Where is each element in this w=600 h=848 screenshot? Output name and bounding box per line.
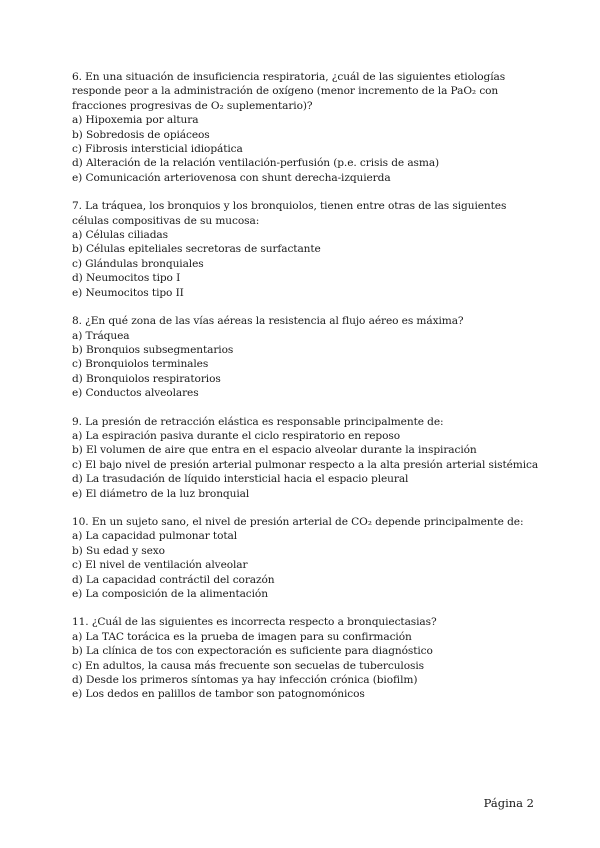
option-list: [72, 113, 532, 185]
option-c: c) Fibrosis intersticial idiopática: [72, 143, 243, 156]
page-number: Página 2: [483, 796, 534, 810]
option-d: d) Bronquiolos respiratorios: [72, 372, 221, 385]
option-a: a) Células ciliadas: [72, 229, 168, 242]
option-d: d) La trasudación de líquido intersticial hacia el espacio pleural: [72, 473, 409, 486]
question-6: [72, 70, 532, 185]
option-b: b) Sobredosis de opiáceos: [72, 128, 210, 141]
question-stem: 6. En una situación de insuficiencia respiratoria, ¿cuál de las siguientes etiologías responde peor a la administración de oxígeno (menor incremento de la PaO₂ con fracciones progresivas de O₂ suplementario)?: [72, 71, 506, 112]
option-c: c) El bajo nivel de presión arterial pulmonar respecto a la alta presión arterial sistémica: [72, 458, 539, 471]
option-d: d) Neumocitos tipo I: [72, 272, 181, 285]
option-e: e) La composición de la alimentación: [72, 588, 268, 600]
question-stem: 11. ¿Cuál de las siguientes es incorrecta respecto a bronquiectasias?: [72, 616, 437, 629]
option-b: b) Células epiteliales secretoras de surfactante: [72, 243, 321, 256]
option-b: b) Su edad y sexo: [72, 544, 165, 557]
option-e: e) Neumocitos tipo II: [72, 286, 184, 299]
option-c: c) Glándulas bronquiales: [72, 257, 204, 270]
option-e: e) Los dedos en palillos de tambor son patognomónicos: [72, 688, 365, 701]
option-d: d) Alteración de la relación ventilación-perfusión (p.e. crisis de asma): [72, 157, 440, 170]
question-list: [72, 70, 539, 716]
question-9: [72, 415, 539, 501]
option-e: e) Comunicación arteriovenosa con shunt derecha-izquierda: [72, 171, 391, 184]
option-list: [72, 630, 532, 702]
option-c: c) El nivel de ventilación alveolar: [72, 559, 248, 572]
option-c: c) Bronquiolos terminales: [72, 358, 209, 371]
option-a: a) La capacidad pulmonar total: [72, 530, 238, 543]
question-11: [72, 615, 532, 701]
option-list: [72, 329, 532, 401]
option-e: e) Conductos alveolares: [72, 387, 199, 400]
option-list: [72, 228, 532, 300]
question-7: [72, 199, 532, 300]
option-b: b) El volumen de aire que entra en el espacio alveolar durante la inspiración: [72, 444, 477, 457]
option-b: b) Bronquios subsegmentarios: [72, 343, 234, 356]
question-10: [72, 515, 532, 601]
option-c: c) En adultos, la causa más frecuente son secuelas de tuberculosis: [72, 659, 424, 672]
option-e: e) El diámetro de la luz bronquial: [72, 487, 250, 500]
question-stem: 7. La tráquea, los bronquios y los bronquiolos, tienen entre otras de las siguientes células compositivas de su mucosa:: [72, 200, 507, 227]
option-list: [72, 429, 539, 501]
option-b: b) La clínica de tos con expectoración es suficiente para diagnóstico: [72, 645, 433, 658]
option-list: [72, 529, 532, 601]
question-8: [72, 314, 532, 400]
option-a: a) Hipoxemia por altura: [72, 114, 199, 127]
question-stem: 8. ¿En qué zona de las vías aéreas la resistencia al flujo aéreo es máxima?: [72, 315, 464, 328]
option-d: d) Desde los primeros síntomas ya hay infección crónica (biofilm): [72, 674, 418, 687]
option-d: d) La capacidad contráctil del corazón: [72, 573, 275, 586]
question-stem: 10. En un sujeto sano, el nivel de presión arterial de CO₂ depende principalmente de:: [72, 515, 524, 528]
option-a: a) La TAC torácica es la prueba de imagen para su confirmación: [72, 630, 412, 643]
option-a: a) La espiración pasiva durante el ciclo respiratorio en reposo: [72, 429, 401, 442]
question-stem: 9. La presión de retracción elástica es responsable principalmente de:: [72, 415, 444, 428]
option-a: a) Tráquea: [72, 329, 130, 342]
